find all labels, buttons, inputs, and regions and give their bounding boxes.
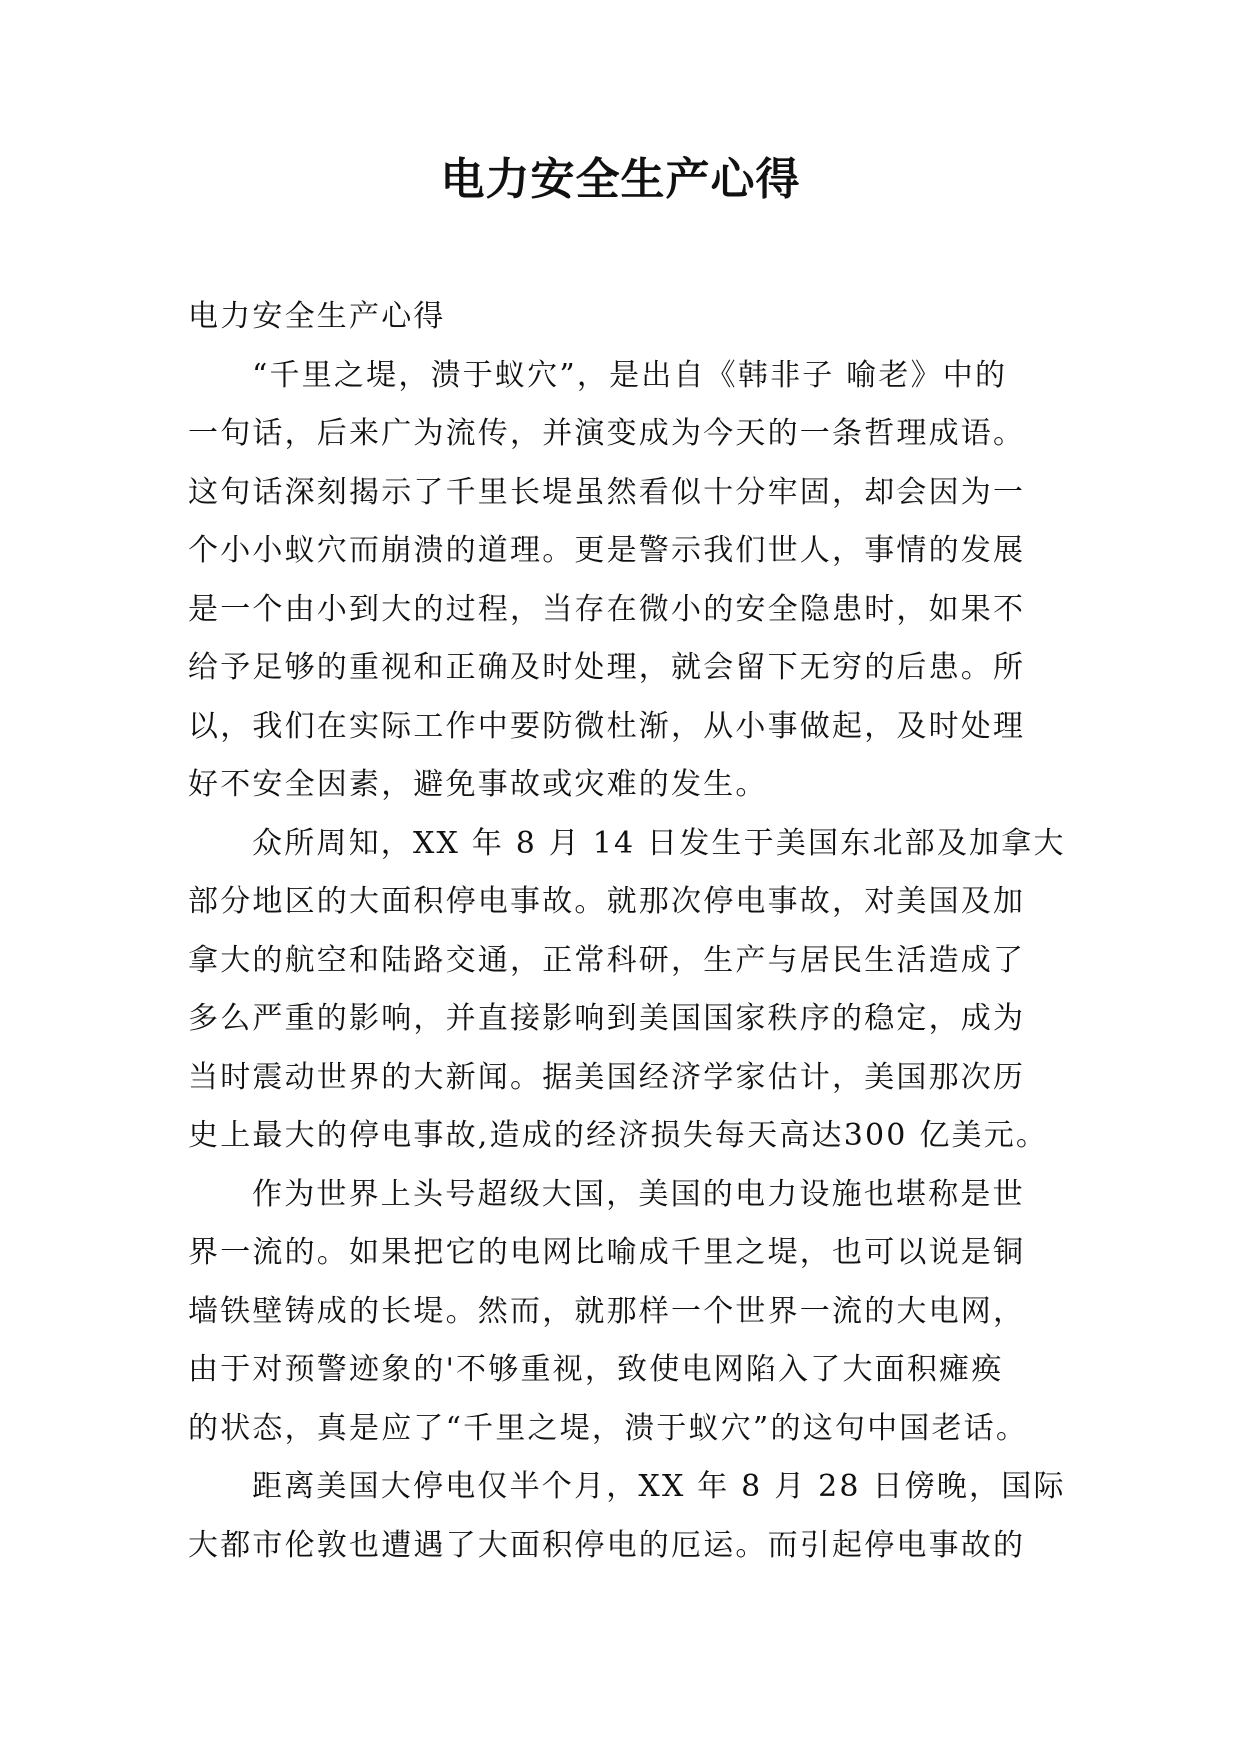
text-line: 给予足够的重视和正确及时处理，就会留下无穷的后患。所 bbox=[188, 650, 1026, 685]
document-title: 电力安全生产心得 bbox=[440, 154, 801, 205]
text-line: 由于对预警迹象的'不够重视，致使电网陷入了大面积瘫痪 bbox=[188, 1352, 1004, 1387]
paragraph-2 bbox=[188, 815, 1068, 1166]
paragraph-4 bbox=[188, 1458, 1068, 1575]
text-line: 界一流的。如果把它的电网比喻成千里之堤，也可以说是铜 bbox=[188, 1235, 1026, 1270]
text-line: “千里之堤，溃于蚁穴”，是出自《韩非子 喻老》中的 bbox=[252, 357, 1008, 393]
text-line: 这句话深刻揭示了千里长堤虽然看似十分牢固，却会因为一 bbox=[188, 474, 1026, 510]
text-line: 拿大的航空和陆路交通，正常科研，生产与居民生活造成了 bbox=[188, 942, 1026, 978]
paragraph-1 bbox=[188, 347, 1068, 815]
heading-line: 电力安全生产心得 bbox=[188, 299, 446, 334]
text-line: 多么严重的影响，并直接影响到美国国家秩序的稳定，成为 bbox=[188, 1001, 1026, 1036]
text-line: 的状态，真是应了“千里之堤，溃于蚁穴”的这句中国老话。 bbox=[188, 1410, 1029, 1446]
text-line: 好不安全因素，避免事故或灾难的发生。 bbox=[188, 767, 768, 802]
text-line: 当时震动世界的大新闻。据美国经济学家估计，美国那次历 bbox=[188, 1059, 1026, 1095]
text-line: 史上最大的停电事故,造成的经济损失每天高达300 亿美元。 bbox=[188, 1118, 1049, 1153]
text-line: 个小小蚁穴而崩溃的道理。更是警示我们世人，事情的发展 bbox=[188, 533, 1026, 568]
text-line: 作为世界上头号超级大国，美国的电力设施也堪称是世 bbox=[252, 1176, 1025, 1212]
text-line: 部分地区的大面积停电事故。就那次停电事故，对美国及加 bbox=[188, 884, 1026, 919]
text-line: 以，我们在实际工作中要防微杜渐，从小事做起，及时处理 bbox=[188, 708, 1026, 744]
text-line: 一句话，后来广为流传，并演变成为今天的一条哲理成语。 bbox=[188, 416, 1026, 451]
text-line: 墙铁壁铸成的长堤。然而，就那样一个世界一流的大电网， bbox=[188, 1293, 1026, 1329]
text-line: 众所周知，XX 年 8 月 14 日发生于美国东北部及加拿大 bbox=[252, 825, 1066, 861]
text-line: 大都市伦敦也遭遇了大面积停电的厄运。而引起停电事故的 bbox=[188, 1527, 1026, 1563]
text-line: 距离美国大停电仅半个月，XX 年 8 月 28 日傍晚，国际 bbox=[252, 1469, 1066, 1504]
document-body bbox=[188, 288, 1068, 1575]
paragraph-3 bbox=[188, 1166, 1068, 1459]
heading-line-paragraph bbox=[188, 288, 1068, 347]
text-line: 是一个由小到大的过程，当存在微小的安全隐患时，如果不 bbox=[188, 591, 1026, 627]
